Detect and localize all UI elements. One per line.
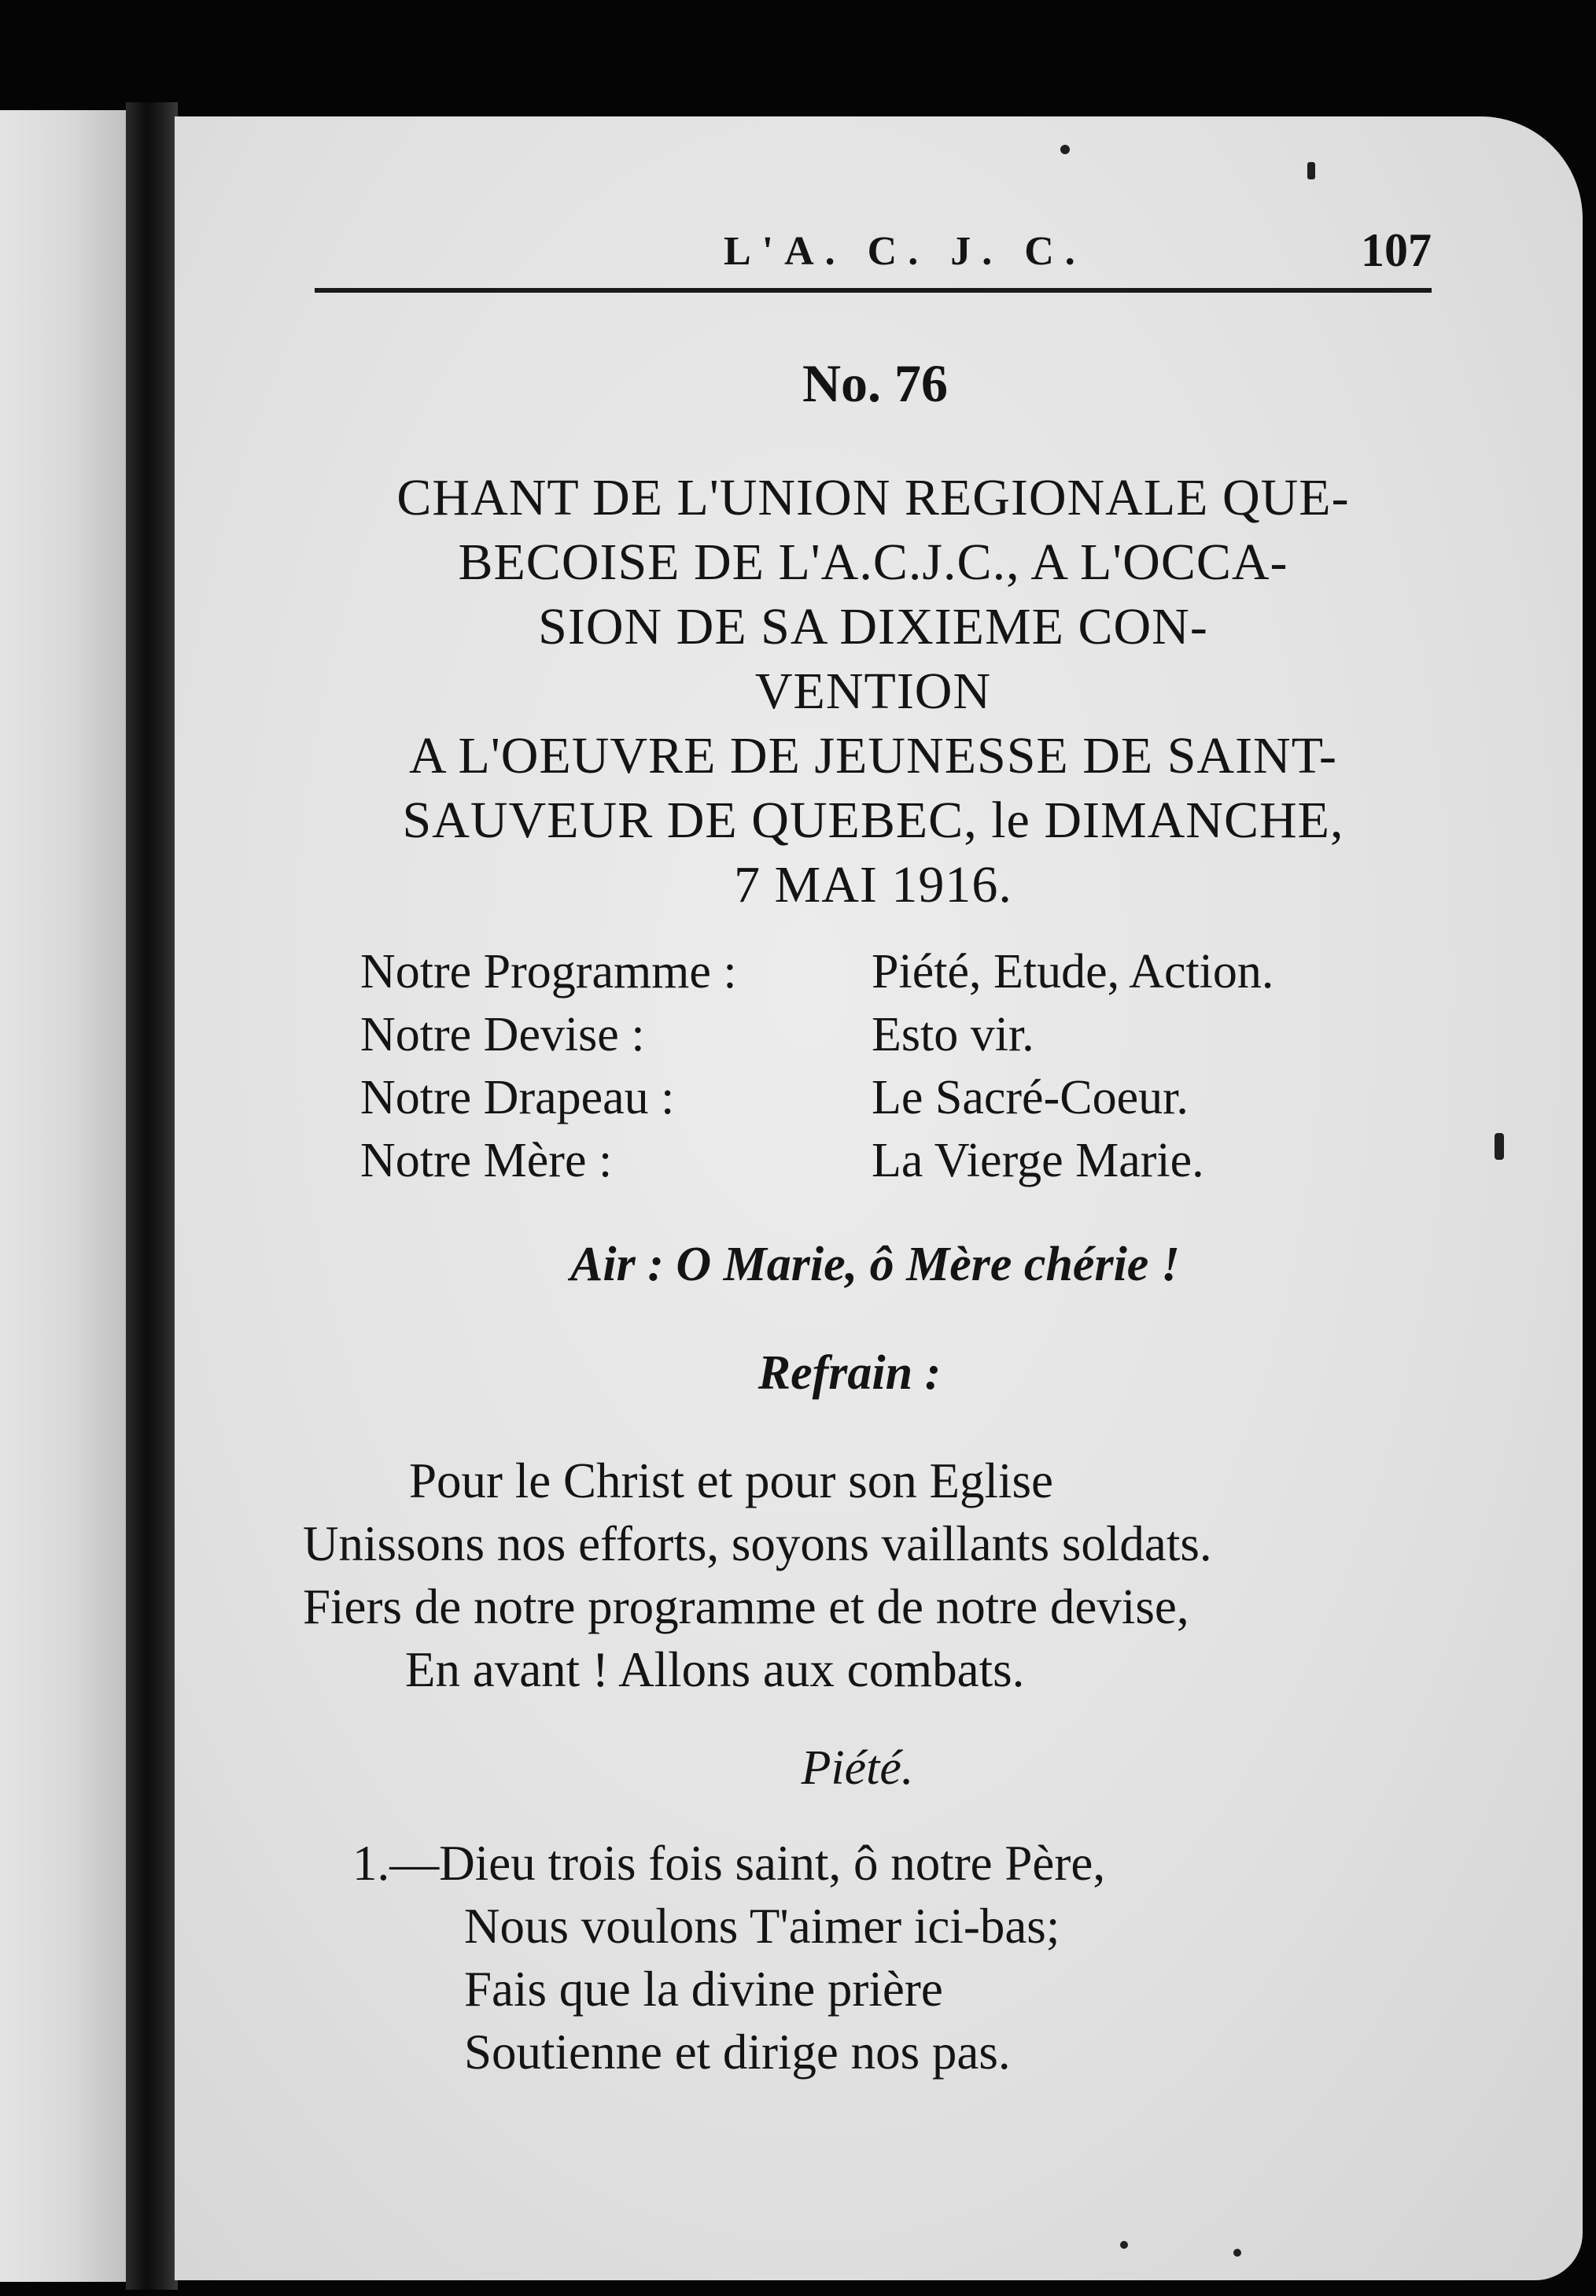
page-speck (1233, 2249, 1241, 2257)
motto-value: Esto vir. (872, 1008, 1034, 1061)
motto-row-mere (360, 1133, 1461, 1196)
title-line: 7 MAI 1916. (734, 856, 1012, 914)
song-title (299, 466, 1447, 917)
stanza-line: 1.—Dieu trois fois saint, ô notre Père, (352, 1836, 1106, 1891)
page-speck (1307, 162, 1315, 179)
left-page-edge (0, 110, 132, 2282)
page-header (315, 222, 1432, 293)
motto-value: Piété, Etude, Action. (872, 945, 1274, 999)
stanza-1 (352, 1832, 1454, 2084)
motto-list (360, 944, 1461, 1196)
section-heading: Piété. (801, 1741, 914, 1795)
stanza-line: Soutienne et dirige nos pas. (464, 2025, 1011, 2080)
page-speck (1120, 2241, 1128, 2249)
refrain-line: En avant ! Allons aux combats. (405, 1642, 1025, 1697)
motto-label: Notre Programme : (360, 945, 737, 999)
motto-label: Notre Mère : (360, 1134, 613, 1187)
page-speck (1060, 145, 1070, 154)
header-rule (315, 288, 1432, 293)
refrain-line: Pour le Christ et pour son Eglise (409, 1453, 1053, 1508)
motto-label: Notre Drapeau : (360, 1071, 675, 1124)
title-line: VENTION (754, 663, 992, 720)
refrain-verse (303, 1449, 1404, 1701)
title-line: CHANT DE L'UNION REGIONALE QUE- (396, 469, 1350, 526)
stanza-line: Fais que la divine prière (464, 1962, 943, 2017)
page-speck (1495, 1133, 1504, 1160)
refrain-line: Unissons nos efforts, soyons vaillants soldats. (303, 1516, 1212, 1571)
page-number: 107 (1361, 224, 1432, 276)
title-line: SAUVEUR DE QUEBEC, le DIMANCHE, (402, 792, 1344, 849)
motto-row-programme (360, 944, 1461, 1007)
title-line: SION DE SA DIXIEME CON- (538, 598, 1208, 655)
motto-value: Le Sacré-Coeur. (872, 1071, 1189, 1124)
title-line: BECOISE DE L'A.C.J.C., A L'OCCA- (458, 533, 1288, 591)
motto-row-drapeau (360, 1070, 1461, 1133)
air-line: Air : O Marie, ô Mère chérie ! (570, 1238, 1180, 1291)
song-number: No. 76 (802, 353, 949, 413)
stanza-line: Nous voulons T'aimer ici-bas; (464, 1899, 1060, 1954)
title-line: A L'OEUVRE DE JEUNESSE DE SAINT- (409, 727, 1337, 784)
running-head: L'A. C. J. C. (724, 229, 1086, 274)
refrain-heading: Refrain : (757, 1346, 942, 1400)
motto-row-devise (360, 1007, 1461, 1070)
motto-label: Notre Devise : (360, 1008, 645, 1061)
motto-value: La Vierge Marie. (872, 1134, 1204, 1187)
book-binding (126, 102, 178, 2290)
refrain-line: Fiers de notre programme et de notre devise, (303, 1579, 1189, 1634)
